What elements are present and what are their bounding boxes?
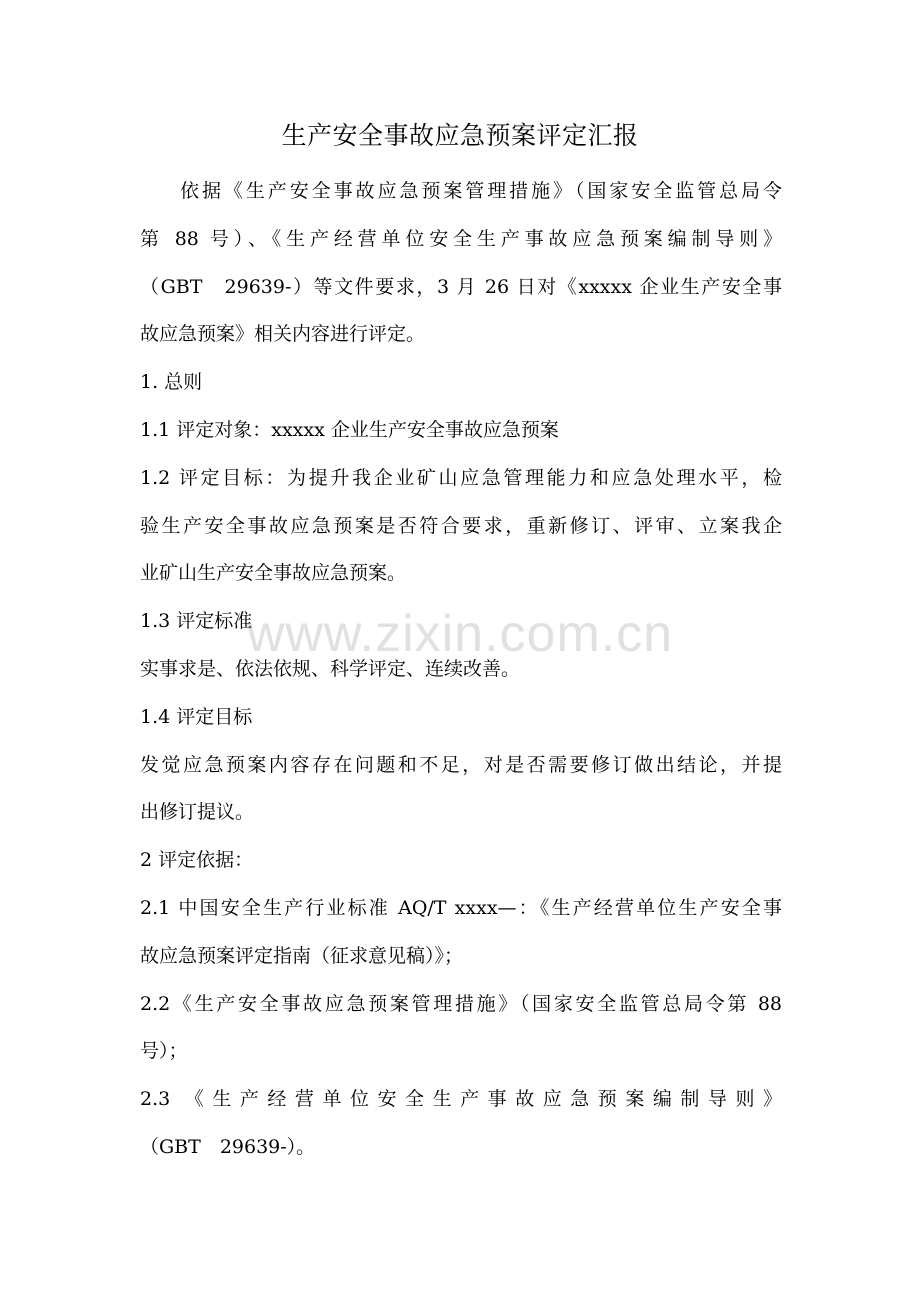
section-1-3-text xyxy=(140,646,782,694)
text-line: 业矿山生产安全事故应急预案。 xyxy=(140,562,407,585)
text-line: 1.4 评定目标 xyxy=(140,705,253,728)
section-2-1 xyxy=(140,885,782,981)
text-line: 2 评定依据： xyxy=(140,849,254,872)
text-line: 2.3 《生产经营单位安全生产事故应急预案编制导则》 xyxy=(140,1088,782,1111)
section-2-3 xyxy=(140,1076,782,1172)
text-line: 1. 总则 xyxy=(140,371,203,394)
text-line: 2.1 中国安全生产行业标准 AQ/T xxxx—：《生产经营单位生产安全事 xyxy=(140,896,782,919)
section-1-1 xyxy=(140,407,782,455)
section-1-3 xyxy=(140,598,782,646)
section-heading-general xyxy=(140,359,782,407)
text-line: 故应急预案》相关内容进行评定。 xyxy=(140,323,426,346)
intro-paragraph xyxy=(140,168,782,359)
document-body xyxy=(140,168,782,1172)
text-line: 故应急预案评定指南（征求意见稿）》； xyxy=(140,944,464,967)
document-title: 生产安全事故应急预案评定汇报 xyxy=(281,121,639,150)
text-line: 发觉应急预案内容存在问题和不足，对是否需要修订做出结论，并提 xyxy=(140,753,782,776)
text-line: 2.2《生产安全事故应急预案管理措施》（国家安全监管总局令第 88 xyxy=(140,992,782,1015)
section-2-heading xyxy=(140,837,782,885)
text-line: 验生产安全事故应急预案是否符合要求，重新修订、评审、立案我企 xyxy=(140,514,782,537)
text-line: 1.1 评定对象：xxxxx 企业生产安全事故应急预案 xyxy=(140,418,559,441)
watermark-text: www.zixin.com.cn xyxy=(246,605,674,663)
text-line: 实事求是、依法依规、科学评定、连续改善。 xyxy=(140,657,521,680)
text-line: （GBT 29639-）。 xyxy=(140,1135,316,1158)
section-1-4-text xyxy=(140,742,782,838)
text-line: （GBT 29639-）等文件要求，3 月 26 日对《xxxxx 企业生产安全事 xyxy=(140,275,782,298)
text-line: 号）； xyxy=(140,1040,188,1063)
text-line: 依据《生产安全事故应急预案管理措施》（国家安全监管总局令 xyxy=(180,180,782,202)
text-line: 1.3 评定标准 xyxy=(140,610,253,633)
text-line: 1.2 评定目标：为提升我企业矿山应急管理能力和应急处理水平，检 xyxy=(140,466,782,489)
section-1-4 xyxy=(140,694,782,742)
section-2-2 xyxy=(140,981,782,1077)
section-1-2 xyxy=(140,455,782,598)
text-line: 出修订提议。 xyxy=(140,801,255,824)
text-line: 第 88 号）、《生产经营单位安全生产事故应急预案编制导则》 xyxy=(140,227,782,250)
